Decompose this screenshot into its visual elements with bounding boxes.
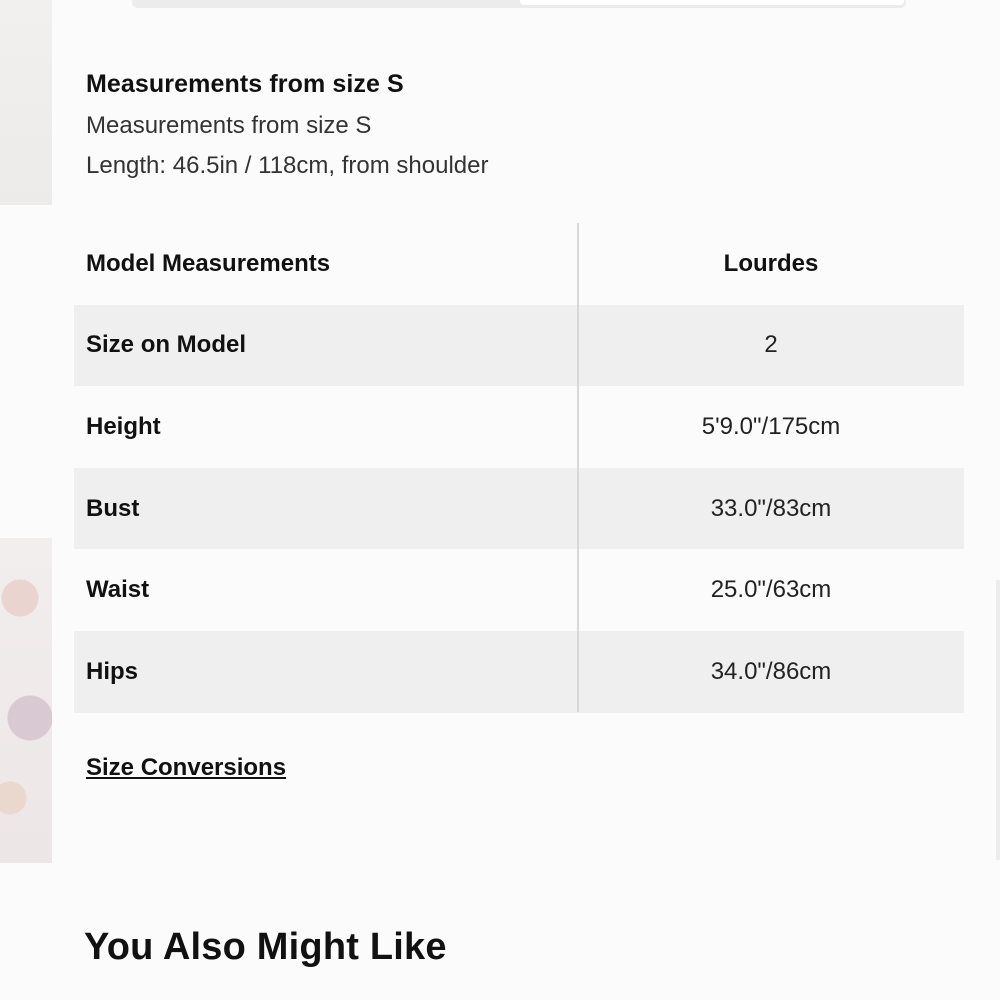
you-also-might-like-heading: You Also Might Like [84, 926, 447, 968]
table-row-value: 33.0"/83cm [710, 494, 832, 522]
table-row [74, 549, 964, 631]
backdrop-image-top [0, 0, 52, 205]
measurements-length: Length: 46.5in / 118cm, from shoulder [86, 152, 489, 179]
table-row-label: Size on Model [86, 331, 247, 359]
backdrop-image-middle [0, 538, 52, 863]
table-row-label: Bust [86, 494, 140, 522]
table-row [74, 386, 964, 468]
top-panel-button-edge[interactable] [520, 0, 904, 5]
table-row-value: 5'9.0"/175cm [701, 412, 841, 440]
measurements-subtitle: Measurements from size S [86, 112, 372, 139]
table-row-value: 34.0"/86cm [710, 657, 832, 685]
table-header-row [74, 223, 964, 305]
table-row-label: Height [86, 412, 161, 440]
table-row [74, 631, 964, 713]
table-row-label: Hips [86, 657, 139, 685]
table-header-model-name: Lourdes [723, 249, 819, 277]
table-row-value: 25.0"/63cm [710, 576, 832, 604]
backdrop-image-right-edge [996, 580, 1000, 860]
table-row-label: Waist [86, 576, 150, 604]
table-row [74, 305, 964, 387]
size-conversions-link[interactable]: Size Conversions [86, 754, 287, 781]
table-header-label: Model Measurements [86, 249, 331, 277]
table-row [74, 468, 964, 550]
top-panel-edge [132, 0, 906, 8]
model-measurements-table [74, 223, 964, 713]
table-column-divider [577, 223, 579, 712]
measurements-title: Measurements from size S [86, 70, 404, 98]
table-row-value: 2 [764, 331, 778, 359]
